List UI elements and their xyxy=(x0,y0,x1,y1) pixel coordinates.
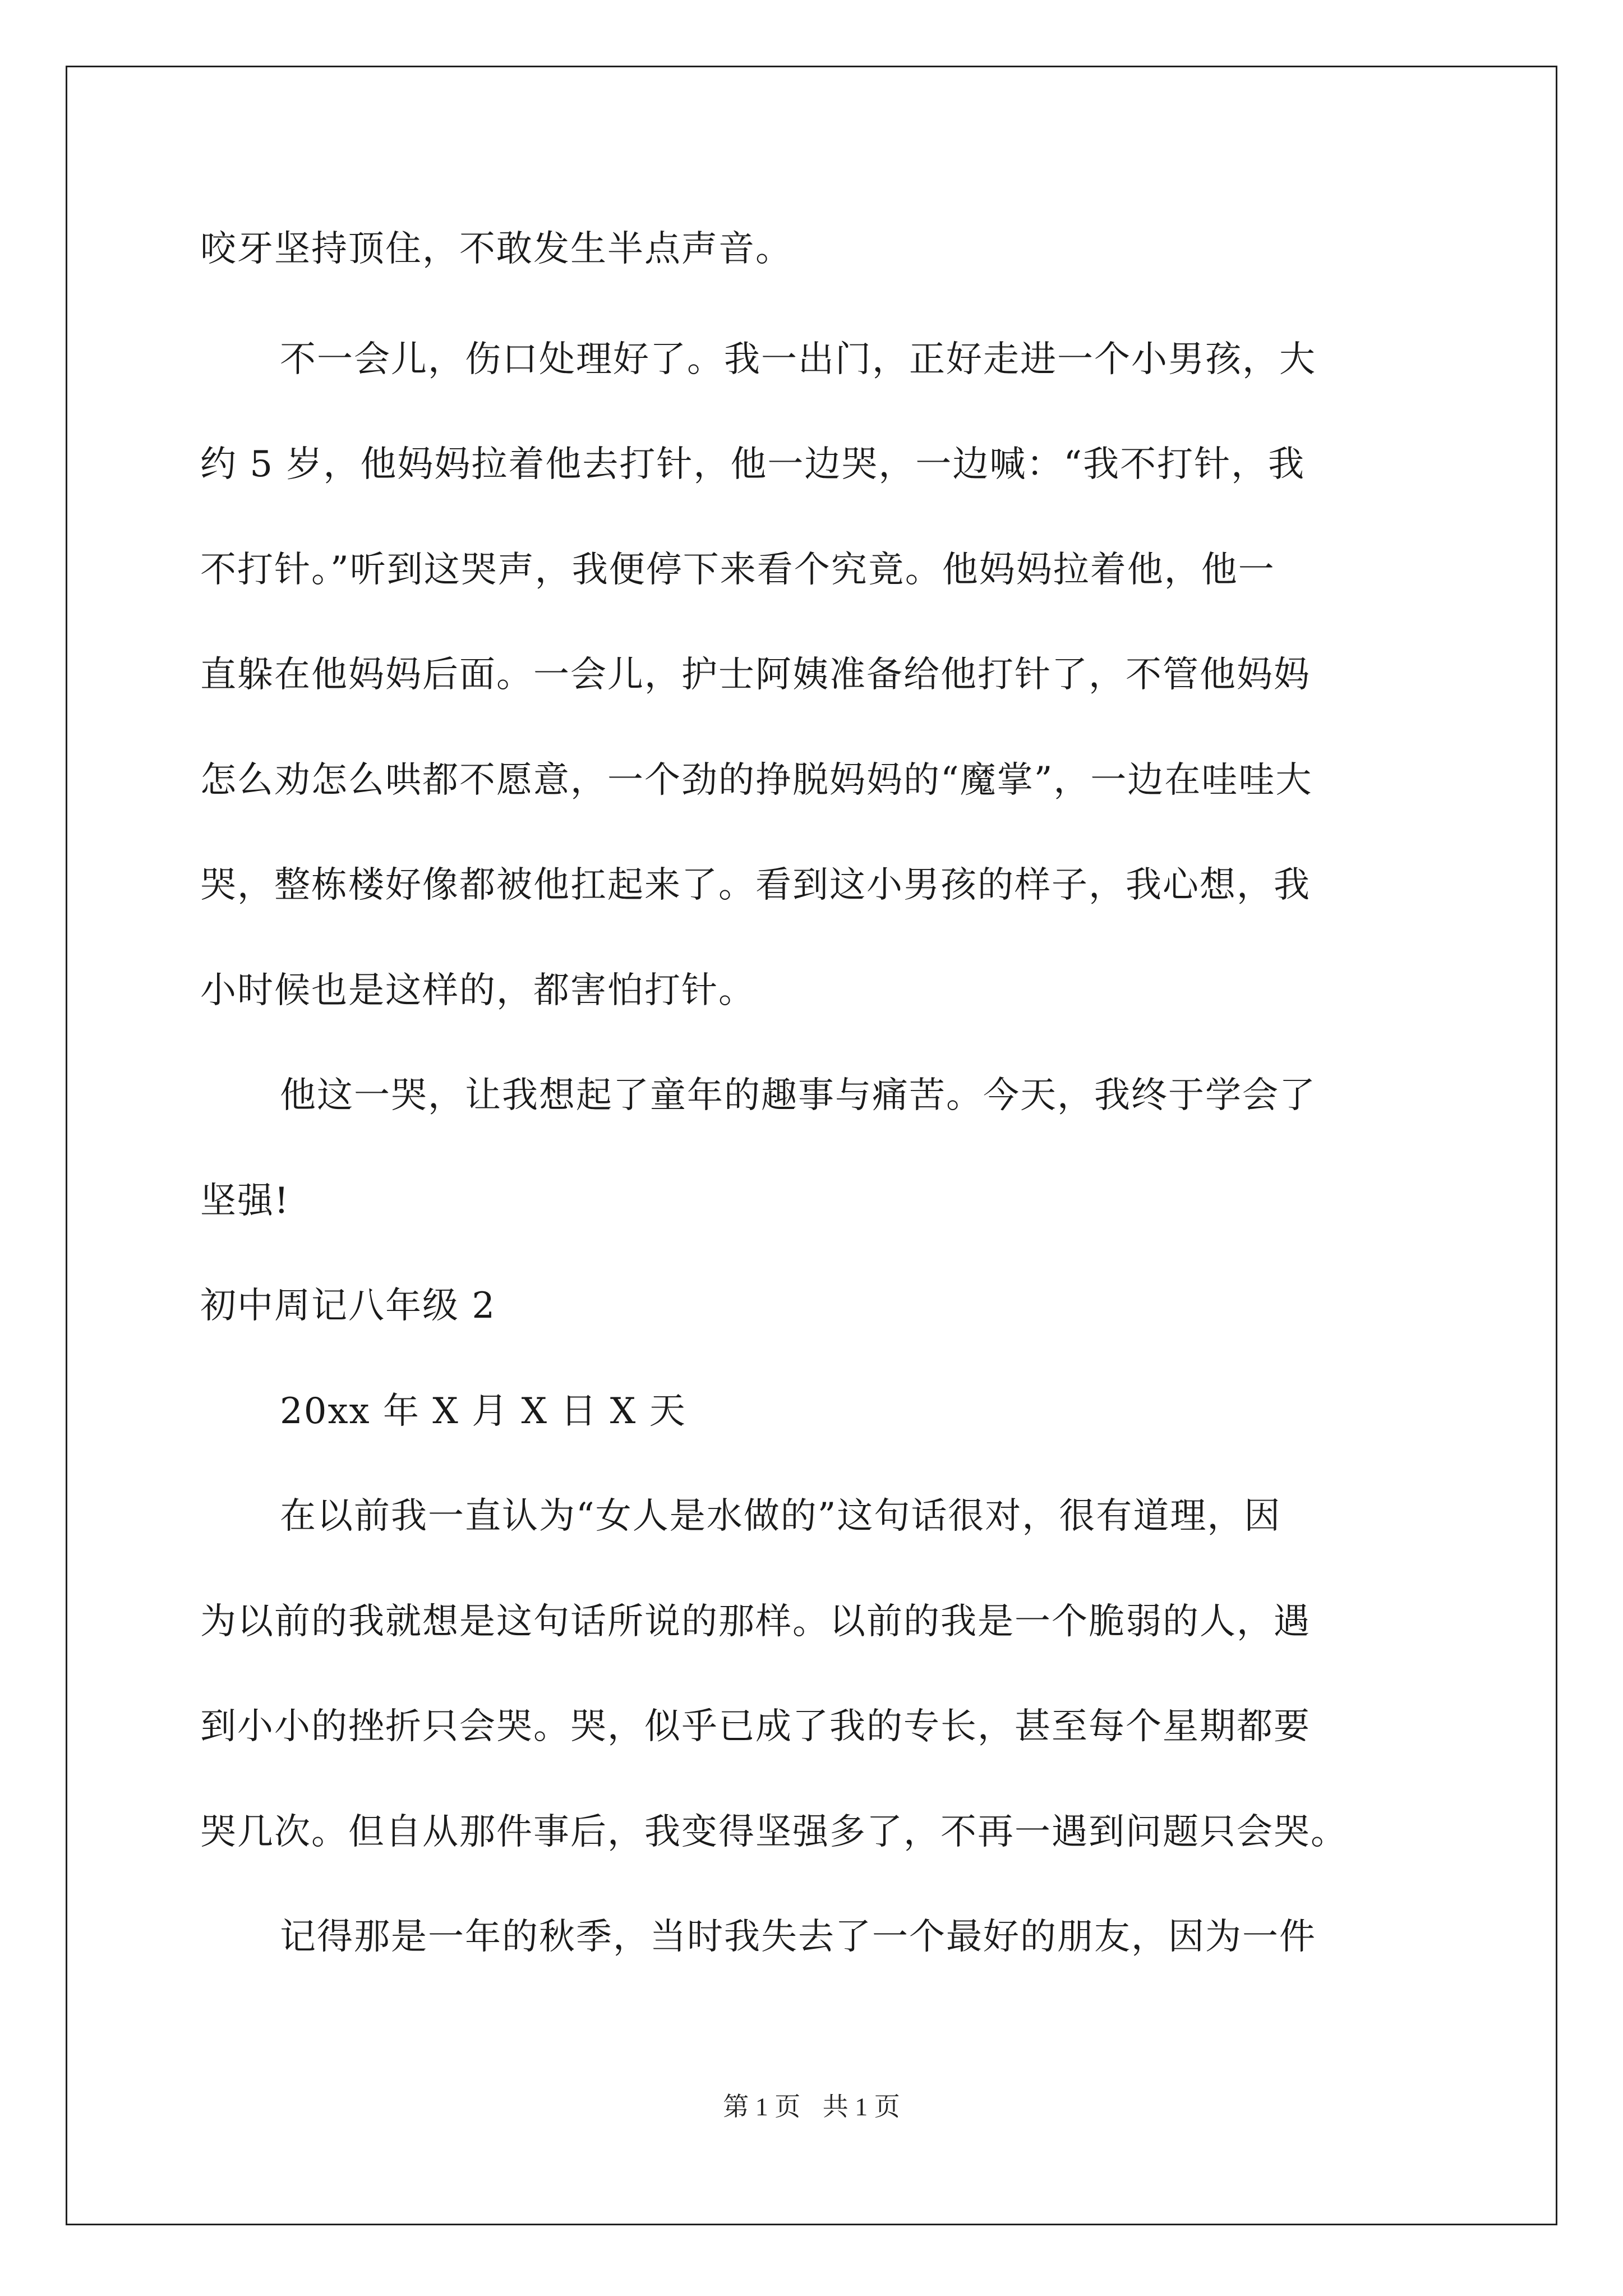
paragraph-line: 他这一哭，让我想起了童年的趣事与痛苦。今天，我终于学会了 xyxy=(280,1075,1316,1116)
text-line: 直躲在他妈妈后面。一会儿，护士阿姨准备给他打针了，不管他妈妈 xyxy=(200,654,1311,696)
date-line: 20xx 年 X 月 X 日 X 天 xyxy=(280,1391,686,1432)
text-line: 约 5 岁，他妈妈拉着他去打针，他一边哭，一边喊：“我不打针，我 xyxy=(200,444,1306,485)
paragraph-line: 记得那是一年的秋季，当时我失去了一个最好的朋友，因为一件 xyxy=(280,1916,1316,1958)
paragraph-line: 不一会儿，伤口处理好了。我一出门，正好走进一个小男孩，大 xyxy=(280,339,1316,380)
page-border xyxy=(66,66,1557,2225)
text-line: 小时候也是这样的，都害怕打针。 xyxy=(200,970,755,1011)
page-total: 共 1 页 xyxy=(822,2092,900,2121)
text-line: 怎么劝怎么哄都不愿意，一个劲的挣脱妈妈的“魔掌”，一边在哇哇大 xyxy=(200,760,1313,801)
text-line: 到小小的挫折只会哭。哭，似乎已成了我的专长，甚至每个星期都要 xyxy=(200,1706,1311,1747)
text-line: 哭几次。但自从那件事后，我变得坚强多了，不再一遇到问题只会哭。 xyxy=(200,1811,1348,1853)
text-line: 咬牙坚持顶住，不敢发生半点声音。 xyxy=(200,228,792,270)
text-line: 坚强! xyxy=(200,1180,290,1222)
page-footer xyxy=(0,2091,1623,2123)
section-heading: 初中周记八年级 2 xyxy=(200,1285,496,1327)
paragraph-line: 在以前我一直认为“女人是水做的”这句话很对，很有道理，因 xyxy=(280,1496,1281,1537)
text-line: 为以前的我就想是这句话所说的那样。以前的我是一个脆弱的人，遇 xyxy=(200,1601,1311,1642)
text-line: 哭，整栋楼好像都被他扛起来了。看到这小男孩的样子，我心想，我 xyxy=(200,864,1311,906)
text-line: 不打针。”听到这哭声，我便停下来看个究竟。他妈妈拉着他，他一 xyxy=(200,549,1275,591)
page-number: 第 1 页 xyxy=(723,2092,801,2121)
